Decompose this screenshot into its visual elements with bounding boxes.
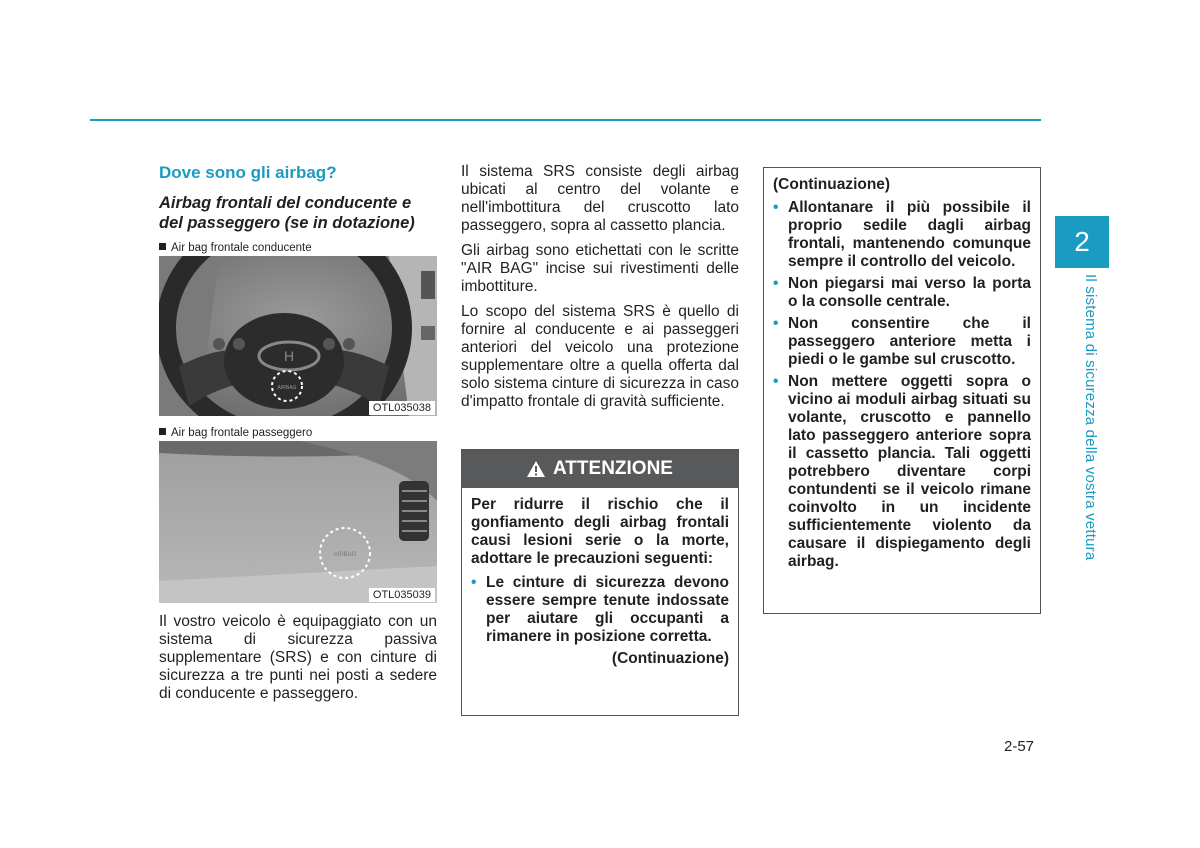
figure2-code: OTL035039 [369, 588, 435, 602]
figure1-code: OTL035038 [369, 401, 435, 415]
middle-column [461, 163, 739, 418]
continuation-label: (Continuazione) [773, 176, 891, 193]
warning-bullets [471, 574, 729, 646]
svg-text:H: H [283, 348, 295, 364]
bullet-dot-icon: • [773, 275, 779, 292]
paragraph-srs-purpose: Lo scopo del sistema SRS è quello di fornire al conducente e ai passeggeri anteriori del veicolo una protezione supplementare oltre a quella offerta dal solo sistema cinture di sicurezza in caso d'impatto frontale di gravità sufficiente. [461, 303, 739, 410]
bullet-dot-icon: • [773, 199, 779, 216]
paragraph-srs-components: Il sistema SRS consiste degli airbag ubicati al centro del volante e nell'imbottitura del cruscotto lato passeggero, sopra al cassetto plancia. [461, 163, 739, 234]
airbag-emblem-text: AIRBAG [333, 552, 357, 558]
square-bullet-icon [159, 428, 166, 435]
steering-wheel-illustration [159, 256, 437, 416]
dashboard-photo [159, 441, 437, 603]
warning-body [462, 488, 738, 668]
warning-box [461, 449, 739, 716]
section-title: Dove sono gli airbag? [159, 163, 337, 182]
page-number: 2-57 [1004, 738, 1035, 755]
intro-paragraph: Il vostro veicolo è equipaggiato con un sistema di sicurezza passiva supplementare (SRS) e con cinture di sicurezza a tre punti nei posti a sedere di conducente e passeggero. [159, 613, 437, 702]
list-item: • Non piegarsi mai verso la porta o la consolle centrale. [773, 275, 1031, 310]
warning-continuation: (Continuazione) [611, 650, 729, 667]
chapter-number: 2 [1055, 216, 1109, 268]
bullet-dot-icon: • [471, 574, 477, 591]
bullet-dot-icon: • [773, 373, 779, 390]
figure1-caption [159, 241, 437, 256]
bullet-dot-icon: • [773, 315, 779, 332]
chapter-title: Il sistema di sicurezza della vostra vettura [1082, 274, 1099, 561]
subsection-title: Airbag frontali del conducente e del passeggero (se in dotazione) [159, 194, 415, 232]
dashboard-illustration [159, 441, 437, 603]
figure2-caption [159, 426, 437, 441]
list-item: • Le cinture di sicurezza devono essere sempre tenute indossate per aiutare gli occupanti a rimanere in posizione corretta. [471, 574, 729, 645]
warning-header [462, 450, 738, 488]
left-column [159, 163, 437, 703]
warning-title: ATTENZIONE [553, 458, 673, 479]
square-bullet-icon [159, 243, 166, 250]
list-item: • Allontanare il più possibile il proprio sedile dagli airbag frontali, mantenendo comunque sempre il controllo del veicolo. [773, 199, 1031, 270]
warning-triangle-icon [527, 461, 545, 477]
continued-warning-box [763, 167, 1041, 614]
paragraph-airbag-labels: Gli airbag sono etichettati con le scritte "AIR BAG" incise sui rivestimenti delle imbottiture. [461, 242, 739, 295]
figure1-caption-text: Air bag frontale conducente [171, 242, 312, 254]
continued-bullets [773, 199, 1031, 571]
list-item: • Non mettere oggetti sopra o vicino ai moduli airbag situati su volante, cruscotto e pannello lato passeggero anteriore sopra il cassetto plancia. Tali oggetti potrebbero diventare corpi contundenti se il veicolo rimane coinvolto in un incidente sufficientemente violento da causare il dispiegamento degli airbag. [773, 373, 1031, 570]
list-item: • Non consentire che il passeggero anteriore metta i piedi o le gambe sul cruscotto. [773, 315, 1031, 368]
figure2-caption-text: Air bag frontale passeggero [171, 427, 313, 439]
steering-wheel-photo [159, 256, 437, 416]
header-rule [90, 119, 1041, 121]
warning-intro: Per ridurre il rischio che il gonfiamento degli airbag frontali causi lesioni serie o la morte, adottare le precauzioni seguenti: [471, 496, 729, 567]
airbag-emblem-text: AIRBAG [277, 385, 297, 391]
